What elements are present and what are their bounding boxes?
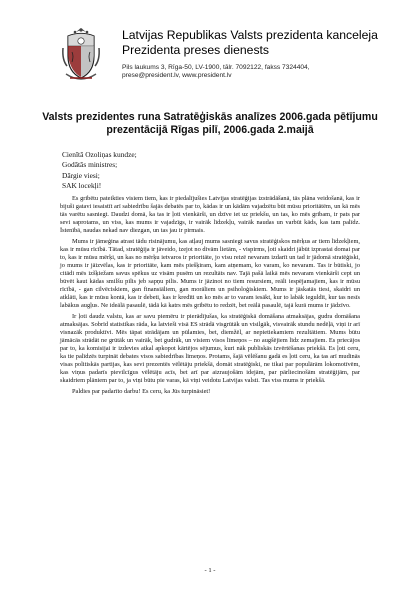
salutation-line: Godātās ministres; bbox=[62, 160, 118, 170]
title-line-2: prezentācijā Rīgas pilī, 2006.gada 2.maijā bbox=[106, 124, 314, 136]
paragraph: Ir ļoti daudz valstu, kas ar savu piemēru ir pierādījušas, ka stratēģiskā domāšana atmaksājas, gudra domāšana atmaksājas. Sobrīd statistikas rāda, ka latvieši visā ES strādā visgrūtāk un visilgāk, visvairāk stundu nedēļā, viņi ir arī visnazāk produktīvi. Mēs tāpat strādājam un pūlamies, bet, diemžēl, ar nepietiekamiem rezultātiem. Mums būtu jāmācās strādāt ne grūtāk un vairāk, bet gudrāk, un visiem visos līmeņos – no augšējiem līdz zemajiem. Es priecājos par to, ka komisijai ir izdevies atkal apkopot kārtējos sējumus, kuri nāk publiskās izvērtēšanas priekšā. Es ļoti ceru, ka tie palīdzēs turpināt debates visos sabiedrības līmeņos. Protams, šajā vēlēšanu gadā es ļoti ceru, ka tas arī mudinās visas politiskās partijas, kas sevi prezentēs vēlētāju priekšā, domāt stratēģiski, ne tikai par populārām lokomotīvēm, kas viņus padarīs pievilcīgus vēlētāju acīs, bet arī par aizraujošām idejām, par pārliecinošām stratēģijām, par skaidriem plāniem par to, ja viņi būtu pie varas, kā viņi veidotu Latvijas valsti. Tas viss mums ir priekšā. bbox=[60, 312, 360, 385]
paragraph: Mums ir jāmeģina atrast tādu risinājumu, kas atļauj mums sasniegt savus stratēģiskos mērķus ar tiem līdzekļiem, kas ir mūsu rīcībā. Tātad, stratēģija ir jāveido, izejot no divām lietām, - vispirms, ļoti skaidri jābūt izprastai domai par to, kas ir mūsu mērķi, un kas no mērķu ietvaros ir prioritāte, jo visu reizē nevaram izdarīt un tad ir jādomā stratēģiski, jo mums ir jāizvēlas, kas ir prioritāte, kam mēs piešķiram, kam atņemam, ko varam, ko nevaram. Tas ir būtiski, jo citādi mēs izšķiežam savus spēkus uz visām pusēm un rezultāts nav. Tajā pašā laikā mēs nevaram vienkārši cept un būvēt kaut kādas smilšu pilis jeb sapņu pilis. Mums ir jāzinot no tiem resursiem, reāli iespējamajiem, kas ir mūsu rīcībā, - gan cilvēciskiem, gan finansiāliem, gan morāliem un psiholoģiskiem. Mums ir jāskatās tiesi, skaidri un atklāti, kas ir mūsu kontā, kas ir debeti, kas ir kredīti un ko mēs ar to varam iesākt, kur to labāk ieguldīt, kur tas nesīs labākus augļus. Ne ideālā pasaulē, tādā kā katrs mēs gribētu to redzēt, bet reālā pasaulē, tajā kurā mums ir jādzīvo. bbox=[60, 237, 360, 310]
page-number: - 1 - bbox=[204, 567, 216, 574]
paragraph: Es gribētu pateikties visiem tiem, kas ir piedalījušies Latvijas stratēģijas izstrādāšanā, tās plāna veidošanā, kas ir bijuši gatavi iesaistīt arī sabiedrību šajās debatēs par to, kādas ir un kādām vajadzētu būt mūsu prioritātēm, un kā mēs tās varētu sasniegt. Daudzi domā, ka tas ir ļoti vienkārši, un dzīve iet uz priekšu, un tas, ko mēs gribam, ir pats par sevi saprotams, un viss, kas mums ir vajadzīgs, ir vairāk līdzekļu, vairāk naudas un varbūt kāds, kas tam palīdz. Īstenībā, naudas nekad nav diezgan, un tas jau ir pirmais. bbox=[60, 195, 360, 235]
address-line: Pils laukums 3, Rīga-50, LV-1900, tālr. 7092122, fakss 7324404, bbox=[122, 64, 310, 71]
speech-body bbox=[60, 195, 360, 399]
salutation-line: Dārgie viesi; bbox=[62, 170, 100, 180]
contacts-line: prese@president.lv, www.president.lv bbox=[122, 72, 232, 80]
org-department: Prezidenta preses dienests bbox=[122, 43, 270, 57]
document-title bbox=[40, 111, 380, 137]
salutation-line: SAK locekļi! bbox=[62, 181, 102, 191]
paragraph: Paldies par padarīto darbu! Es ceru, ka Jūs turpināsiet! bbox=[72, 387, 211, 395]
coat-of-arms-icon bbox=[60, 26, 102, 84]
org-name: Latvijas Republikas Valsts prezidenta kanceleja bbox=[122, 28, 378, 42]
letterhead bbox=[122, 28, 392, 81]
salutation-line: Cienītā Ozoliņas kundze; bbox=[62, 150, 137, 159]
salutation-block bbox=[62, 150, 137, 192]
title-line-1: Valsts prezidentes runa Satratēģiskās analīzes 2006.gada pētījumu bbox=[42, 111, 378, 123]
